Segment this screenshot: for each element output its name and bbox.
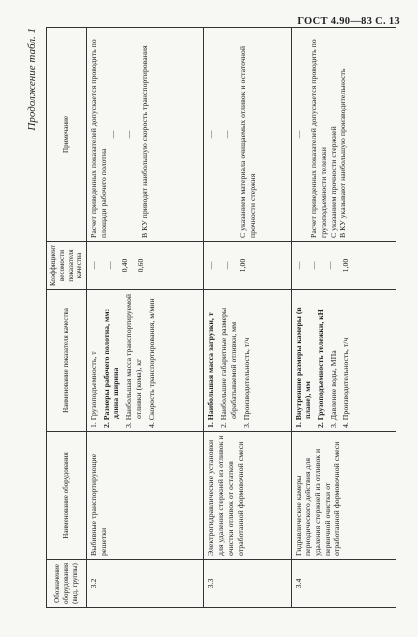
row-notes — [87, 28, 204, 242]
note: — — [293, 130, 303, 139]
indicator: 3. Наибольшая масса транспортируемой отливки (кома), кг — [124, 293, 143, 428]
coefficient: — — [89, 261, 98, 270]
note: Расчет приведенных показателей допускается проводить по грузоподъемности тележки — [309, 39, 328, 238]
coefficient: — — [309, 261, 319, 270]
indicator: 3. Производительность, т/ч — [241, 337, 251, 428]
table-row — [291, 28, 396, 608]
row-equipment-name: Электрогидравлические установки для удаления стержней из отливок и очистки отливок от остатков отработанной формовочной смеси — [204, 432, 291, 560]
indicator: 1. Грузоподъемность, т — [89, 351, 98, 428]
row-indicators — [87, 290, 204, 432]
note: Расчет приведенных показателей допускается проводить по площади рабочего полотна — [89, 39, 108, 238]
coefficient: — — [104, 261, 114, 270]
note: С указанием прочности стержней — [328, 126, 338, 238]
row-notes — [204, 28, 291, 242]
coefficient: — — [206, 261, 216, 270]
indicator: 3. Давление воды, МПа — [328, 350, 338, 428]
note: — — [124, 130, 134, 139]
indicator: 2. Грузоподъемность тележки, кН — [315, 309, 325, 428]
row-indicators — [204, 290, 291, 432]
row-coefficients — [291, 242, 396, 290]
table-row — [204, 28, 291, 608]
row-notes — [291, 28, 396, 242]
col-header-code: Обозначение оборудования (вид, группы) — [47, 560, 87, 608]
row-equipment-name: Гидравлические камеры периодического действия для удаления стержней из отливок и первичной очистки от отработанной формовочной смеси — [291, 432, 396, 560]
row-indicators — [291, 290, 396, 432]
coefficient: — — [293, 261, 303, 270]
col-header-equipment: Наименование оборудования — [47, 432, 87, 560]
coefficient: 0,60 — [136, 258, 146, 273]
note: В КУ указывают наибольшую производительность — [338, 68, 348, 238]
table-continuation-label: Продолжение табл. 1 — [26, 28, 38, 131]
col-header-indicator: Наименование показателя качества — [47, 290, 87, 432]
indicator: 4. Скорость транспортирования, м/мин — [146, 298, 156, 428]
indicator: 2. Наибольшие габаритные размеры обрабатываемой отливки, мм — [219, 307, 238, 428]
note: — — [206, 130, 216, 139]
table-header-row — [47, 28, 87, 608]
row-code: 3.2 — [87, 560, 204, 608]
coefficient: — — [222, 261, 232, 270]
indicator: 4. Производительность, т/ч — [341, 337, 351, 428]
quality-indicators-table — [46, 27, 396, 608]
note: — — [222, 130, 232, 139]
coefficient: — — [324, 261, 334, 270]
note: — — [108, 130, 118, 139]
note: С указанием материала очищаемых отливок и остаточной прочности стержня — [237, 46, 257, 238]
indicator: 1. Наибольшая масса загрузки, т — [206, 312, 216, 428]
table-row — [87, 28, 204, 608]
col-header-note: Примечание — [47, 28, 87, 242]
indicator: 1. Внутренние размеры камеры (в плане), мм — [293, 307, 313, 428]
row-equipment-name: Выбивные транспортирующие решетки — [87, 432, 204, 560]
row-coefficients — [204, 242, 291, 290]
coefficient: 0,40 — [120, 258, 130, 273]
row-code: 3.3 — [204, 560, 291, 608]
coefficient: 1,00 — [237, 258, 247, 273]
rotated-table-page — [20, 28, 400, 608]
row-code: 3.4 — [291, 560, 396, 608]
indicator: 2. Размеры рабочего полотна, мм: длина ширина — [101, 308, 121, 428]
coefficient: 1,00 — [340, 258, 350, 273]
page-header: ГОСТ 4.90—83 С. 13 — [297, 16, 400, 27]
col-header-coefficient: Коэффициент весомости показателя качества — [47, 242, 87, 290]
row-coefficients — [87, 242, 204, 290]
note: В КУ приводят наибольшую скорость транспортирования — [139, 45, 149, 238]
